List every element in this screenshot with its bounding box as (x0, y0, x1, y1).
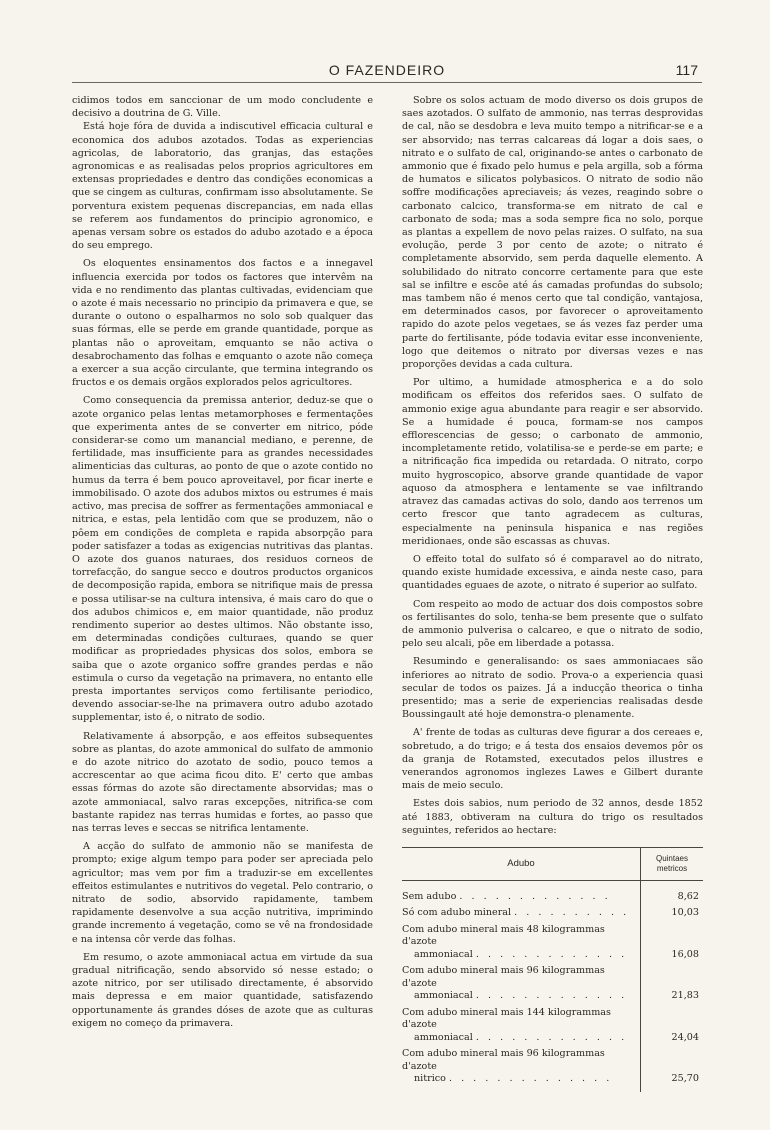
leader-dots: . . . . . . . . . . . . . (475, 1031, 628, 1043)
table-cell-adubo (402, 905, 641, 922)
paragraph: Sobre os solos actuam de modo diverso os dois grupos de saes azotados. O sulfato de ammonio, nas terras desprovidas de cal, não se desdobra e leva muito tempo a nitrificar-se e a ser absorvido; nas terras calcareas dá logar a dois saes, o nitrato e o sulfato de cal, originando-se antes o carbonato de ammonio que é fixado pelo humus e pela argilla, sob a fórma de humatos e silicatos polybasicos. O nitrato de sodio não soffre modificações apreciaveis; ás vezes, reagindo sobre o carbonato calcico, transforma-se em nitrato de cal e carbonato de soda; mas a soda sempre fica no solo, porque as plantas a expellem de novo pelas raizes. O sulfato, na sua evolução, perde 3 por cento de azote; o nitrato é completamente absorvido, sem perda daquelle elemento. A solubilidado do nitrato concorre certamente para que este sal se infiltre e escôe até ás camadas profundas do subsolo; mas tambem não é menos certo que tal condição, vantajosa, em determinados casos, por favorecer o aproveitamento rapido do azote pelos vegetaes, se ás vezes faz perder uma parte do fertilisante, póde todavia evitar esse inconveniente, logo que deitemos o nitrato por diversas vezes e nas proporções devidas a cada cultura. (402, 95, 703, 371)
paragraph: Está hoje fóra de duvida a indiscutivel efficacia cultural e economica dos adubos azotados. Todas as experiencias agricolas, de laboratorio, das granjas, das estações agronomicas e as realisadas pelos proprios agricultores em extensas propriedades e dentro das condições economicas a que se cingem as culturas, confirmam isso absolutamente. Se porventura existem pequenas discrepancias, em nada ellas se referem aos fundamentos do principio agronomico, e apenas versam sobre os estados do adubo azotado e a época do seu emprego. (72, 121, 373, 252)
paragraph: Relativamente á absorpção, e aos effeitos subsequentes sobre as plantas, do azote ammonical do sulfato de ammonio e do azote nitrico do azotato de sodio, pouco temos a accrescentar ao que acima ficou dito. E' certo que ambas essas fórmas do azote são directamente absorvidas; mas o azote ammoniacal, salvo raras excepções, nitrifica-se com bastante rapidez nas terras humidas e fortes, ao passo que nas terras leves e seccas se nitrifica lentamente. (72, 730, 373, 834)
row-label-continuation: ammoniacal (414, 948, 473, 960)
table-cell-adubo (402, 1005, 641, 1047)
table-cell-value: 8,62 (641, 880, 704, 905)
table-header-row (402, 847, 703, 880)
paragraph: cidimos todos em sanccionar de um modo concludente e decisivo a doutrina de G. Ville. (72, 95, 373, 120)
column-header-quintaes: Quintaes metricos (641, 847, 704, 880)
row-label: Com adubo mineral mais 144 kilogrammas d'azote (402, 1006, 611, 1031)
table-row (402, 880, 703, 905)
leader-dots: . . . . . . . . . . . . . (475, 990, 628, 1002)
leader-dots: . . . . . . . . . . . . . (475, 948, 628, 960)
left-column (72, 94, 373, 1030)
table-cell-value: 25,70 (641, 1046, 704, 1092)
row-label: Com adubo mineral mais 48 kilogrammas d'azote (402, 923, 605, 948)
table-cell-value: 24,04 (641, 1005, 704, 1047)
results-table (402, 847, 703, 1092)
paragraph: Estes dois sabios, num periodo de 32 annos, desde 1852 até 1883, obtiveram na cultura do trigo os resultados seguintes, referidos ao hectare: (402, 798, 703, 836)
table-cell-adubo (402, 880, 641, 905)
paragraph: Resumindo e generalisando: os saes ammoniacaes são inferiores ao nitrato de sodio. Prova-o a experiencia quasi secular de todos os paizes. Já a inducção theorica o tinha presentido; mas a serie de experiencias realisadas desde Boussingault até hoje demonstra-o plenamente. (402, 656, 703, 721)
leader-dots: . . . . . . . . . . . . . . (448, 1073, 613, 1085)
table-row (402, 922, 703, 964)
page-header (72, 60, 702, 83)
paragraph: Por ultimo, a humidade atmospherica e a do solo modificam os effeitos dos referidos saes. O sulfato de ammonio exige agua abundante para reagir e ser absorvido. Se a humidade é pouca, formam-se nos campos efflorescencias de gesso; o carbonato de ammonio, incompletamente retido, volatilisa-se e perde-se em parte; e a nitrificação fica impedida ou retardada. O nitrato, corpo muito hygroscopico, absorve grande quantidade de vapor aquoso da atmosphera e lentamente se vae infiltrando atravez das camadas activas do solo, dando aos terrenos um certo frescor que tanto agradecem as culturas, especialmente na peninsula hispanica e nas regiões meridionaes, onde são escassas as chuvas. (402, 377, 703, 547)
paragraph: O effeito total do sulfato só é comparavel ao do nitrato, quando existe humidade excessiva, e ainda neste caso, para quantidades eguaes de azote, o nitrato é superior ao sulfato. (402, 553, 703, 592)
column-header-adubo: Adubo (402, 847, 641, 880)
right-column (402, 94, 703, 1092)
table-cell-value: 10,03 (641, 905, 704, 922)
table-row (402, 1005, 703, 1047)
table-cell-adubo (402, 922, 641, 964)
paragraph: Em resumo, o azote ammoniacal actua em virtude da sua gradual nitrificação, sendo absorvido só nesse estado; o azote nitrico, por ser utilisado directamente, é absorvido mais depressa e em maior quantidade, satisfazendo opportunamente ás grandes dóses de azote que as culturas exigem no começo da primavera. (72, 951, 373, 1029)
row-label-continuation: ammoniacal (414, 990, 473, 1002)
row-label: Só com adubo mineral (402, 907, 512, 919)
page-number: 117 (675, 62, 698, 78)
row-label: Sem adubo (402, 890, 457, 902)
row-label: Com adubo mineral mais 96 kilogrammas d'azote (402, 1048, 605, 1072)
table-cell-adubo (402, 963, 641, 1005)
row-label-continuation: nitrico (414, 1073, 446, 1085)
paragraph: A acção do sulfato de ammonio não se manifesta de prompto; exige algum tempo para poder ser apreciada pelo agricultor; mas vem por fim a traduzir-se em excellentes effeitos estimulantes e nutritivos do vegetal. Pelo contrario, o nitrato de sodio, absorvido rapidamente, tambem rapidamente desenvolve a sua acção nutritiva, imprimindo grande incremento á vegetação, como se vê na frondosidade e na intensa côr verde das folhas. (72, 841, 373, 945)
leader-dots: . . . . . . . . . . (514, 907, 630, 919)
table-row (402, 905, 703, 922)
leader-dots: . . . . . . . . . . . . . (459, 890, 611, 902)
paragraph: Com respeito ao modo de actuar dos dois compostos sobre os fertilisantes do solo, tenha-se bem presente que o sulfato de ammonio pulverisa o calcareo, e que o nitrato de sodio, pelo seu alcali, põe em liberdade a potassa. (402, 598, 703, 650)
table-row (402, 963, 703, 1005)
row-label-continuation: ammoniacal (414, 1031, 473, 1043)
row-label: Com adubo mineral mais 96 kilogrammas d'azote (402, 965, 605, 989)
journal-title: O FAZENDEIRO (328, 62, 446, 78)
paragraph: Como consequencia da premissa anterior, deduz-se que o azote organico pelas lentas metamorphoses e fermentações que experimenta antes de se converter em nitrico, póde considerar-se como um manancial mediano, e perenne, de fertilidade, mas insufficiente para as grandes necessidades alimenticias das culturas, ao ponto de que o azote contido no humus da terra é bem pouco aproveitavel, por ficar inerte e immobilisado. O azote dos adubos mixtos ou estrumes é mais activo, mas precisa de soffrer as fermentações ammoniacal e nitrica, e estas, pela lentidão com que se produzem, não o pôem em condições de completa e rapida absorpção para poder satisfazer a todas as exigencias nutritivas das plantas. O azote dos guanos naturaes, dos residuos corneos de torrefacção, do sangue secco e doutros productos organicos de decomposição rapida, embora se nitrifique mais de pressa e possa utilisar-se na cultura intensiva, é mais caro do que o dos adubos chimicos e, em maior quantidade, não produz rendimento superior ao destes ultimos. Não obstante isso, em determinadas condições culturaes, quando se quer modificar as propriedades physicas dos solos, embora se saiba que o azote organico soffre grandes perdas e não estimula o curso da vegetação na primavera, no entanto elle presta importantes serviços como fertilisante periodico, devendo associar-se-lhe na primavera outro adubo azotado supplementar, isto é, o nitrato de sodio. (72, 395, 373, 724)
table-row (402, 1046, 703, 1092)
paragraph: Os eloquentes ensinamentos dos factos e a innegavel influencia exercida por todos os factores que intervêm na vida e no rendimento das plantas cultivadas, evidenciam que o azote é mais necessario no principio da primavera e que, se durante o outono o espalharmos no solo sob qualquer das suas fórmas, elle se perde em grande quantidade, porque as plantas não o aproveitam, emquanto se não activa o desabrochamento das folhas e emquanto o azote não começa a exercer a sua acção circulante, que termina integrando os fructos e os demais orgãos explorados pelos agricultores. (72, 258, 373, 389)
table-cell-adubo (402, 1046, 641, 1092)
paragraph: A' frente de todas as culturas deve figurar a dos cereaes e, sobretudo, a do trigo; e á testa dos ensaios devemos pôr os da granja de Rotamsted, executados pelos illustres e venerandos agronomos inglezes Lawes e Gilbert durante mais de meio seculo. (402, 727, 703, 792)
table-cell-value: 21,83 (641, 963, 704, 1005)
table-cell-value: 16,08 (641, 922, 704, 964)
